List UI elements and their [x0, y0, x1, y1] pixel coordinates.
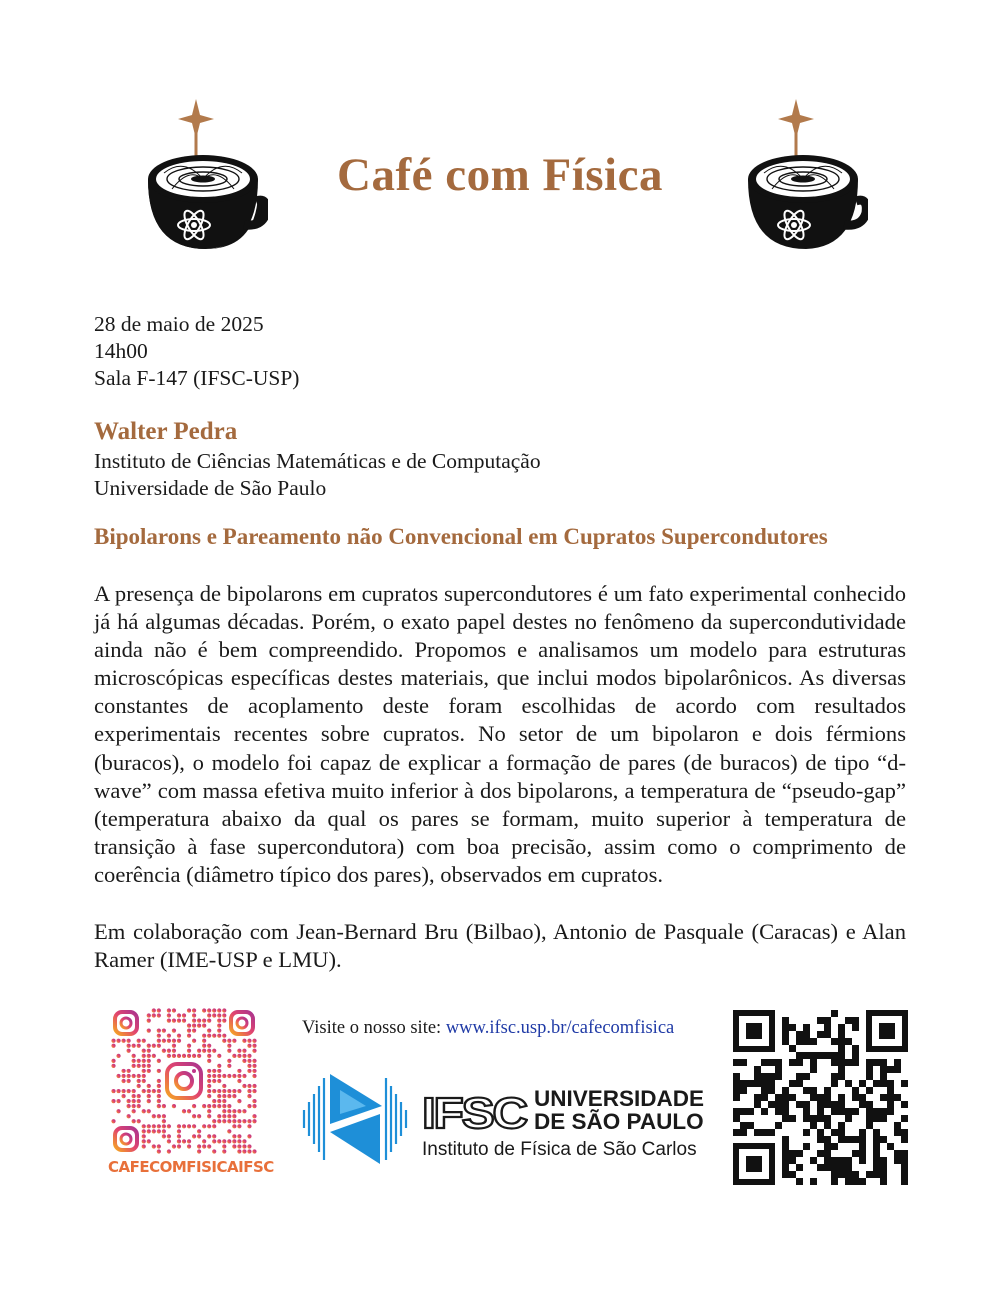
event-date: 28 de maio de 2025 — [94, 312, 264, 336]
visit-site-label: Visite o nosso site: — [302, 1018, 446, 1038]
university-line1: UNIVERSIDADE — [534, 1086, 705, 1111]
qr-code-icon[interactable] — [733, 1010, 908, 1185]
talk-abstract: A presença de bipolarons em cupratos supercondutores é um fato experimental conhecido já há algumas décadas. Porém, o exato papel destes no fenômeno da supercondutividade ainda não é bem compreendido. Propomos e analisamos um modelo para estruturas microscópicas específicas destes materiais, que inclui modos bipolarônicos. As diversas constantes de acoplamento deste foram escolhidas de acordo com resultados experimentais recentes sobre cupratos. No setor de um bipolaron e dois férmions (buracos), o modelo foi capaz de explicar a formação de pares (de buracos) de tipo “d-wave” com massa efetiva muito inferior à dos bipolarons, a temperatura de “pseudo-gap” (temperatura abaixo da qual os pares se formam, muito superior à temperatura de transição à fase supercondutora) com boa precisão, assim como o comprimento de coerência (diâmetro típico dos pares), observados em cupratos. — [94, 581, 906, 887]
talk-collaboration: Em colaboração com Jean-Bernard Bru (Bilbao), Antonio de Pasquale (Caracas) e Alan Ramer (IME-USP e LMU). — [94, 919, 906, 973]
event-info — [94, 311, 299, 392]
talk-title: Bipolarons e Pareamento não Convencional em Cupratos Supercondutores — [94, 524, 828, 549]
instagram-qr-code[interactable] — [111, 1008, 257, 1154]
university-line2: DE SÃO PAULO — [534, 1109, 704, 1134]
svg-text:IFSC: IFSC — [422, 1090, 528, 1132]
speaker-name: Walter Pedra — [94, 418, 238, 445]
ifsc-wordmark — [422, 1090, 528, 1132]
event-time: 14h00 — [94, 339, 148, 363]
page-title: Café com Física — [337, 149, 663, 201]
visit-site-line — [302, 1018, 674, 1039]
site-link[interactable]: www.ifsc.usp.br/cafecomfisica — [445, 1018, 675, 1038]
university-name — [534, 1087, 704, 1133]
speaker-affiliation-line1: Instituto de Ciências Matemáticas e de Computação — [94, 449, 541, 473]
speaker-affiliation-line2: Universidade de São Paulo — [94, 476, 327, 500]
instagram-handle[interactable]: CAFECOMFISICAIFSC — [108, 1158, 274, 1176]
coffee-cup-atom-icon — [744, 97, 868, 257]
speaker-block — [94, 416, 541, 502]
institute-name: Instituto de Física de São Carlos — [422, 1139, 697, 1160]
ifsc-logo-icon — [300, 1070, 410, 1166]
event-room: Sala F-147 (IFSC-USP) — [94, 366, 300, 390]
